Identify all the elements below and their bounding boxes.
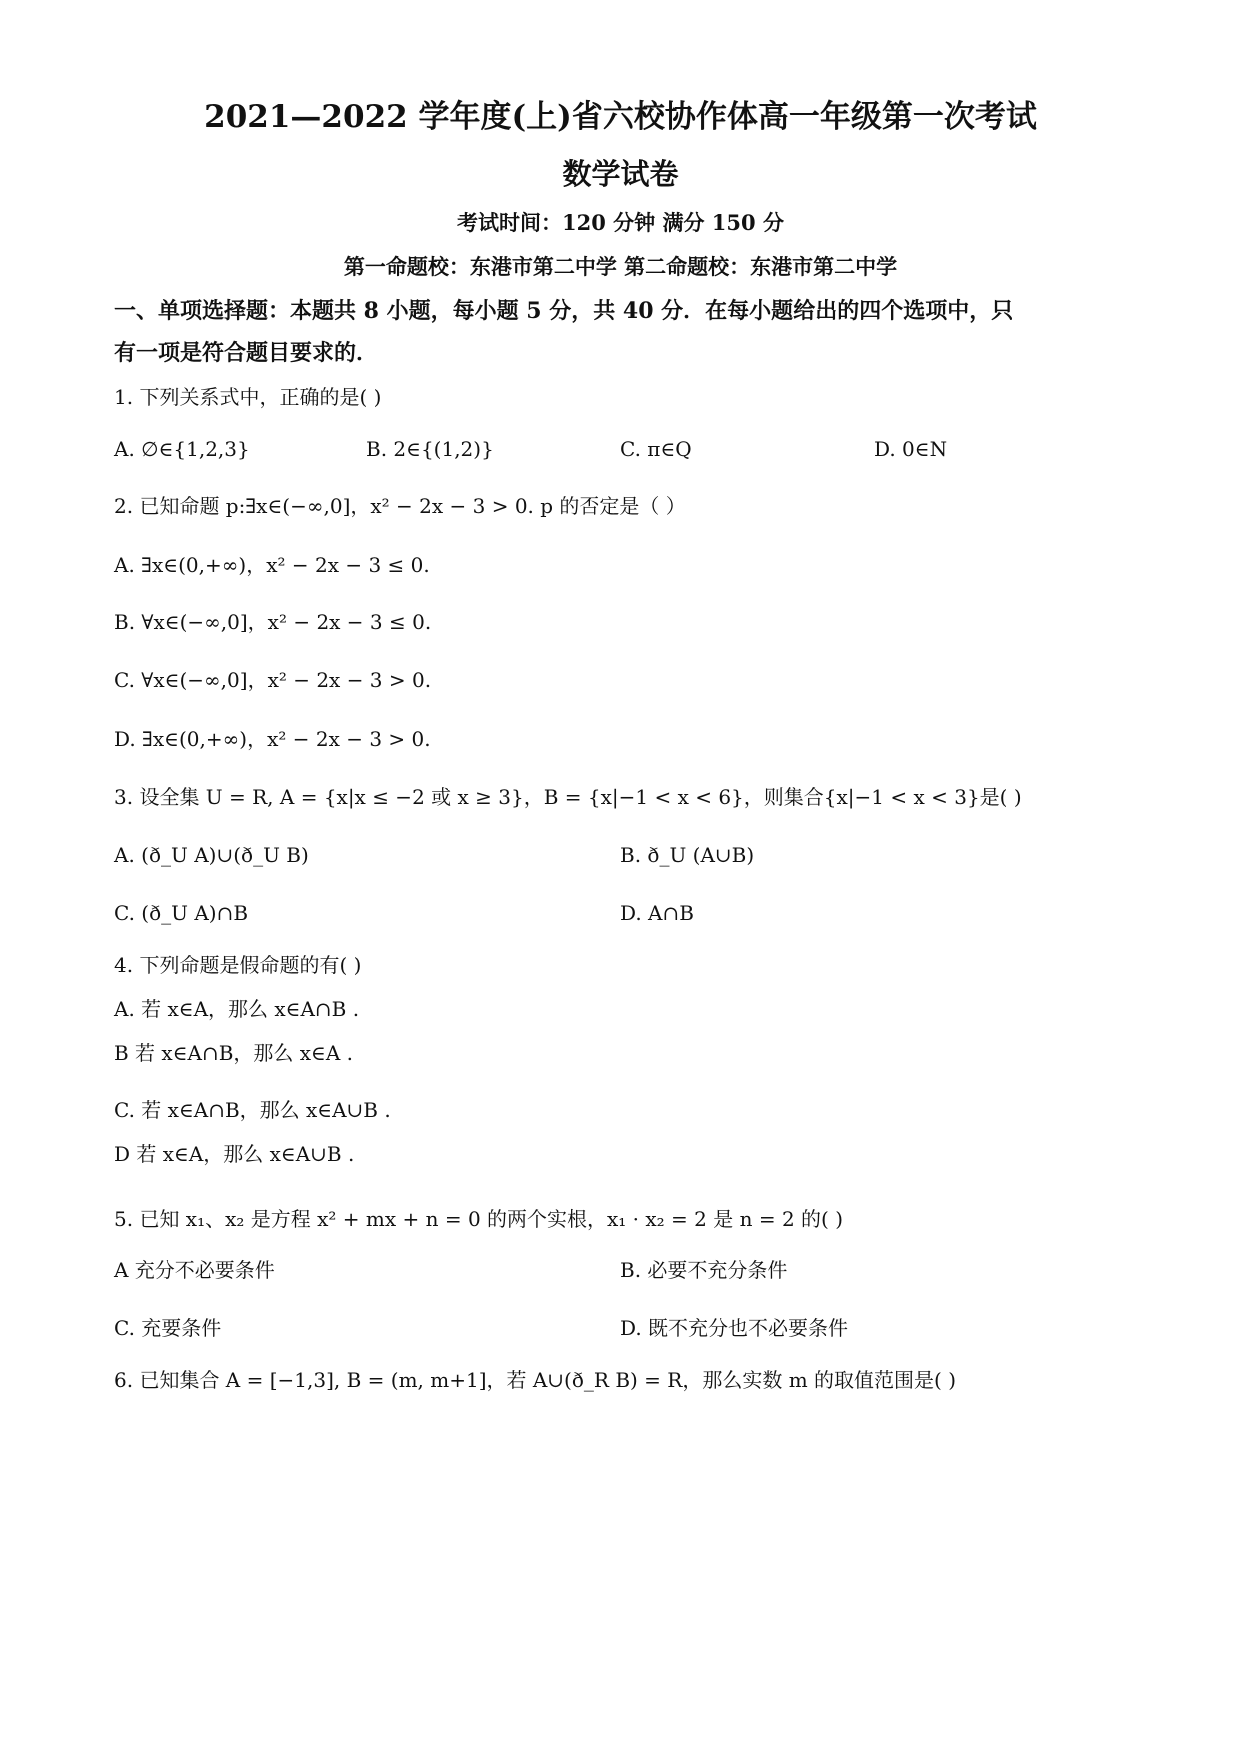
question-1-option-a: A. ∅∈{1,2,3}	[114, 437, 250, 461]
question-1-option-c: C. π∈Q	[620, 437, 692, 461]
question-3-option-b: B. ð_U (A∪B)	[620, 843, 755, 867]
question-5-stem: 5. 已知 x₁、x₂ 是方程 x² + mx + n = 0 的两个实根，x₁ · x₂ = 2 是 n = 2 的( )	[114, 1207, 844, 1231]
section-heading-line-1: 一、单项选择题：本题共 8 小题，每小题 5 分，共 40 分．在每小题给出的四个选项中，只	[114, 298, 1014, 324]
question-3-option-c: C. (ð_U A)∩B	[114, 901, 249, 925]
exam-info: 考试时间：120 分钟 满分 150 分	[457, 210, 784, 235]
question-1-option-b: B. 2∈{(1,2)}	[366, 437, 494, 461]
question-2-stem: 2. 已知命题 p:∃x∈(−∞,0]，x² − 2x − 3 > 0. p 的否定是（ ）	[114, 494, 686, 518]
question-3-option-d: D. A∩B	[620, 901, 694, 925]
question-4-option-b: B 若 x∈A∩B，那么 x∈A .	[114, 1041, 353, 1065]
exam-schools: 第一命题校：东港市第二中学 第二命题校：东港市第二中学	[343, 254, 898, 279]
question-4-option-c: C. 若 x∈A∩B，那么 x∈A∪B .	[114, 1098, 391, 1122]
question-1-stem: 1. 下列关系式中，正确的是( )	[114, 385, 382, 409]
question-3-stem: 3. 设全集 U = R, A = {x|x ≤ −2 或 x ≥ 3}，B = {x|−1 < x < 6}，则集合{x|−1 < x < 3}是( )	[114, 785, 1022, 809]
question-5-option-b: B. 必要不充分条件	[620, 1258, 788, 1282]
question-4-option-a: A. 若 x∈A，那么 x∈A∩B .	[114, 997, 360, 1021]
question-1-option-d: D. 0∈N	[874, 437, 948, 461]
question-4-option-d: D 若 x∈A，那么 x∈A∪B .	[114, 1142, 355, 1166]
question-3-option-a: A. (ð_U A)∪(ð_U B)	[114, 843, 309, 867]
question-2-option-b: B. ∀x∈(−∞,0]，x² − 2x − 3 ≤ 0.	[114, 610, 432, 634]
question-2-option-d: D. ∃x∈(0,+∞)，x² − 2x − 3 > 0.	[114, 727, 431, 751]
question-5-option-c: C. 充要条件	[114, 1316, 222, 1340]
question-6-stem: 6. 已知集合 A = [−1,3], B = (m, m+1]，若 A∪(ð_R B) = R，那么实数 m 的取值范围是( )	[114, 1368, 956, 1392]
exam-title: 2021—2022 学年度(上)省六校协作体高一年级第一次考试	[204, 99, 1037, 135]
section-heading-line-2: 有一项是符合题目要求的．	[114, 340, 379, 366]
question-5-option-d: D. 既不充分也不必要条件	[620, 1316, 849, 1340]
question-2-option-a: A. ∃x∈(0,+∞)，x² − 2x − 3 ≤ 0.	[114, 553, 430, 577]
question-4-stem: 4. 下列命题是假命题的有( )	[114, 953, 362, 977]
question-2-option-c: C. ∀x∈(−∞,0]，x² − 2x − 3 > 0.	[114, 668, 432, 692]
question-5-option-a: A 充分不必要条件	[114, 1258, 275, 1282]
exam-subtitle: 数学试卷	[562, 157, 679, 191]
